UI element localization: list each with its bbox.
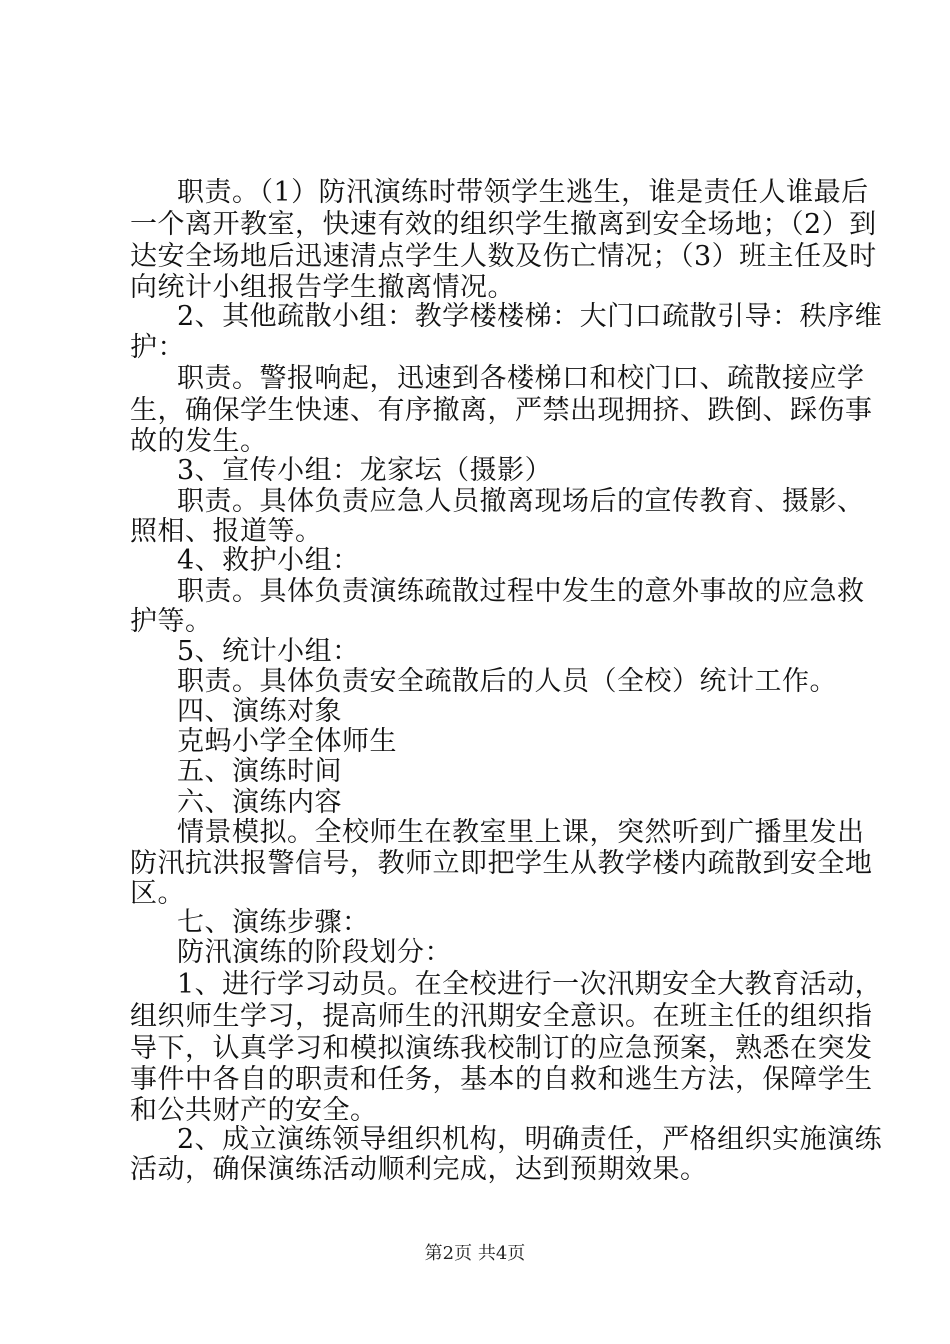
text-line: 一个离开教室，快速有效的组织学生撤离到安全场地；（2）到 [130,209,877,240]
text-line: 故的发生。 [130,426,268,457]
text-line: 2、其他疏散小组：教学楼楼梯：大门口疏散引导：秩序维 [177,301,883,332]
text-line: 组织师生学习，提高师生的汛期安全意识。在班主任的组织指 [130,1001,873,1032]
page-number-footer: 第2页 共4页 [424,1243,526,1264]
text-line: 职责。具体负责安全疏散后的人员（全校）统计工作。 [177,666,837,697]
text-line: 职责。（1）防汛演练时带领学生逃生，谁是责任人谁最后 [177,177,869,208]
text-line: 照相、报道等。 [130,516,323,547]
text-line: 5、统计小组： [177,636,360,667]
text-line: 向统计小组报告学生撤离情况。 [130,272,515,303]
text-line: 4、救护小组： [177,545,360,576]
section-heading: 五、演练时间 [177,756,342,787]
text-line: 职责。警报响起，迅速到各楼梯口和校门口、疏散接应学 [177,363,865,394]
section-heading: 四、演练对象 [177,696,342,727]
text-line: 导下，认真学习和模拟演练我校制订的应急预案，熟悉在突发 [130,1033,873,1064]
text-line: 3、宣传小组：龙家坛（摄影） [177,455,553,486]
text-line: 防汛演练的阶段划分： [177,937,452,968]
text-line: 事件中各自的职责和任务，基本的自救和逃生方法，保障学生 [130,1064,873,1095]
text-line: 1、进行学习动员。在全校进行一次汛期安全大教育活动， [177,969,883,1000]
text-line: 护等。 [130,606,213,637]
text-line: 防汛抗洪报警信号，教师立即把学生从教学楼内疏散到安全地 [130,848,873,879]
text-line: 护： [130,332,185,363]
text-line: 达安全场地后迅速清点学生人数及伤亡情况；（3）班主任及时 [130,241,877,272]
text-line: 职责。具体负责演练疏散过程中发生的意外事故的应急救 [177,576,865,607]
text-line: 生，确保学生快速、有序撤离，严禁出现拥挤、跌倒、踩伤事 [130,395,873,426]
section-heading: 七、演练步骤： [177,907,370,938]
text-line: 和公共财产的安全。 [130,1095,378,1126]
section-heading: 六、演练内容 [177,787,342,818]
text-line: 活动，确保演练活动顺利完成，达到预期效果。 [130,1154,708,1185]
text-line: 克蚂小学全体师生 [177,726,397,757]
text-line: 情景模拟。全校师生在教室里上课，突然听到广播里发出 [177,817,865,848]
text-line: 职责。具体负责应急人员撤离现场后的宣传教育、摄影、 [177,486,865,517]
text-line: 2、成立演练领导组织机构，明确责任，严格组织实施演练 [177,1124,883,1155]
text-line: 区。 [130,878,185,909]
